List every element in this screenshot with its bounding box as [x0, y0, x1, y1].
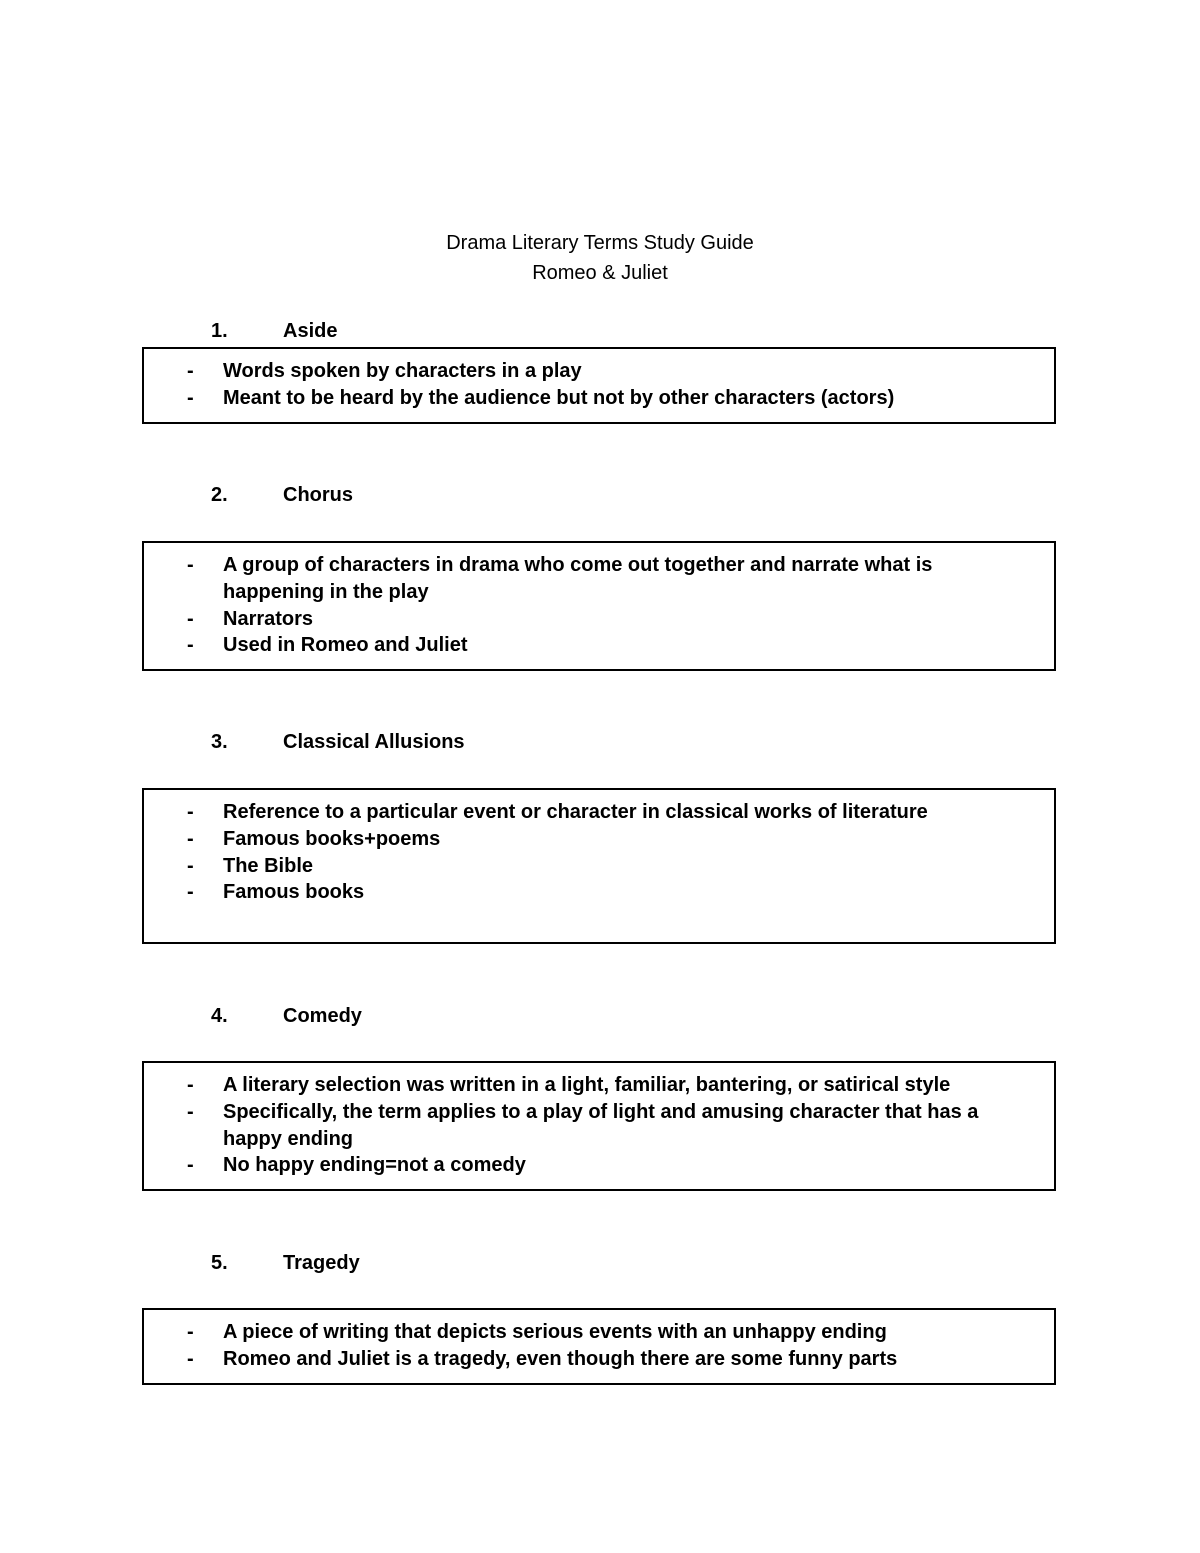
bullet-dash: -: [187, 360, 194, 382]
term-name: Chorus: [283, 484, 353, 506]
definition-item: - Narrators: [144, 606, 1036, 633]
definition-item: - Words spoken by characters in a play: [144, 358, 1036, 385]
bullet-dash: -: [187, 1100, 194, 1123]
term-heading-comedy: [211, 1003, 362, 1029]
term-name: Tragedy: [283, 1252, 360, 1274]
bullet-dash: -: [187, 554, 194, 576]
definition-box-comedy: [142, 1061, 1056, 1191]
definition-list: [144, 1319, 1036, 1373]
bullet-dash: -: [187, 1321, 194, 1343]
term-number: 1.: [211, 320, 228, 342]
definition-item: - Famous books: [144, 879, 1036, 906]
definition-list: [144, 799, 1036, 906]
bullet-dash: -: [187, 801, 194, 823]
definition-item: - Used in Romeo and Juliet: [144, 632, 1036, 659]
definition-item: - Romeo and Juliet is a tragedy, even though there are some funny parts: [144, 1346, 1036, 1373]
bullet-dash: -: [187, 827, 194, 850]
bullet-dash: -: [187, 634, 194, 657]
term-name: Comedy: [283, 1005, 362, 1027]
definition-item: - Meant to be heard by the audience but not by other characters (actors): [144, 385, 1036, 412]
bullet-dash: -: [187, 1347, 194, 1370]
document-title: Drama Literary Terms Study Guide: [446, 232, 754, 254]
definition-item: - A group of characters in drama who come out together and narrate what is happening in the play: [187, 554, 933, 603]
term-heading-chorus: [211, 482, 353, 508]
definition-item: - The Bible: [144, 853, 1036, 880]
term-heading-tragedy: [211, 1250, 360, 1276]
term-name: Classical Allusions: [283, 731, 465, 753]
term-name: Aside: [283, 320, 338, 342]
definition-list: [144, 552, 1036, 659]
term-number: 3.: [211, 731, 228, 753]
definition-box-classical-allusions: [142, 788, 1056, 944]
definition-box-tragedy: [142, 1308, 1056, 1385]
definition-item: - A piece of writing that depicts serious events with an unhappy ending: [144, 1319, 1036, 1346]
term-heading-aside: [211, 318, 337, 344]
definition-list: [144, 358, 1036, 412]
term-number: 5.: [211, 1252, 228, 1274]
definition-list: [144, 1072, 1036, 1179]
bullet-dash: -: [187, 1074, 194, 1096]
definition-item: - No happy ending=not a comedy: [144, 1152, 1036, 1179]
bullet-dash: -: [187, 607, 194, 630]
document-subtitle: Romeo & Juliet: [532, 262, 668, 284]
bullet-dash: -: [187, 854, 194, 877]
term-number: 4.: [211, 1005, 228, 1027]
definition-item: - Famous books+poems: [144, 826, 1036, 853]
definition-item: - Specifically, the term applies to a play of light and amusing character that has a happy ending: [187, 1100, 979, 1150]
definition-item: - Reference to a particular event or character in classical works of literature: [144, 799, 1036, 826]
definition-item: - A literary selection was written in a light, familiar, bantering, or satirical style: [144, 1072, 1036, 1099]
bullet-dash: -: [187, 1154, 194, 1177]
bullet-dash: -: [187, 881, 194, 904]
definition-box-aside: [142, 347, 1056, 424]
term-heading-classical-allusions: [211, 729, 465, 755]
term-number: 2.: [211, 484, 228, 506]
definition-box-chorus: [142, 541, 1056, 671]
bullet-dash: -: [187, 386, 194, 409]
document-header: [0, 228, 1200, 288]
